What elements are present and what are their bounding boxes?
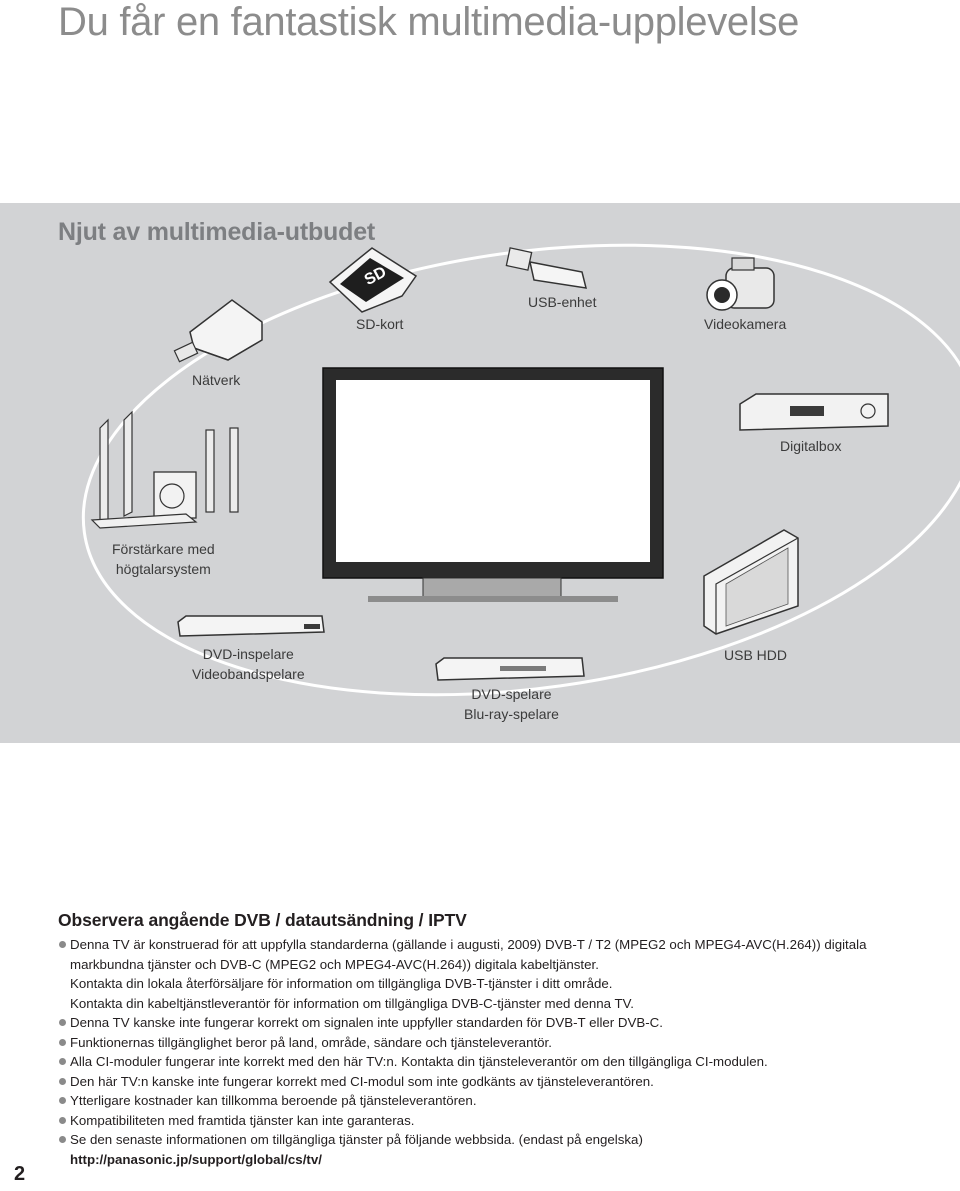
- dvd-recorder-icon: [178, 616, 324, 636]
- label-amplifier-line2: högtalarsystem: [115, 561, 211, 577]
- note-item: Denna TV kanske inte fungerar korrekt om signalen inte uppfyller standarden för DVB-T eller DVB-C.: [58, 1013, 938, 1033]
- notes-heading: Observera angående DVB / datautsändning / IPTV: [58, 910, 467, 930]
- tv-icon: [323, 368, 663, 602]
- label-usb-device: USB-enhet: [528, 294, 597, 310]
- label-dvd-player-line2: Blu-ray-spelare: [464, 706, 559, 722]
- page-number: 2: [14, 1163, 26, 1185]
- notes-list: [58, 935, 938, 1169]
- svg-text:SD: SD: [361, 263, 390, 290]
- note-subitem: Kontakta din lokala återförsäljare för information om tillgängliga DVB-T-tjänster i ditt område.: [70, 976, 613, 991]
- note-item: Funktionernas tillgänglighet beror på land, område, sändare och tjänsteleverantör.: [58, 1033, 938, 1053]
- label-dvd-player: [464, 684, 559, 724]
- sd-card-icon: [330, 248, 416, 312]
- note-subitem: Kontakta din kabeltjänstleverantör för information om tillgängliga DVB-C-tjänster med denna TV.: [70, 995, 634, 1011]
- dvb-notes: [58, 910, 938, 1169]
- note-item: Ytterligare kostnader kan tillkomma beroende på tjänsteleverantören.: [58, 1091, 938, 1111]
- note-item: Denna TV är konstruerad för att uppfylla standarderna (gällande i augusti, 2009) DVB-T / T2 (MPEG2 och MPEG4-AVC(H.264)) digitala markbundna tjänster och DVB-C (MPEG2 och MPEG4-AVC(H.264)) digitala kabeltjänster.: [58, 935, 938, 974]
- usb-hdd-icon: [704, 530, 798, 634]
- note-item: Den här TV:n kanske inte fungerar korrekt med CI-modul som inte godkänts av tjänsteleverantören.: [58, 1072, 938, 1092]
- set-top-box-icon: [740, 394, 888, 430]
- note-item: Alla CI-moduler fungerar inte korrekt med den här TV:n. Kontakta din tjänsteleverantör om den tillgängliga CI-modulen.: [58, 1052, 938, 1072]
- speaker-system-icon: [92, 412, 238, 528]
- camcorder-icon: [707, 258, 774, 310]
- dvd-player-icon: [436, 658, 584, 680]
- network-adapter-icon: [174, 300, 262, 362]
- label-dvd-recorder: [192, 644, 305, 684]
- label-camcorder: Videokamera: [704, 316, 787, 332]
- label-amplifier: [112, 539, 215, 579]
- label-usb-hdd: USB HDD: [724, 647, 788, 663]
- note-item: Se den senaste informationen om tillgängliga tjänster på följande webbsida. (endast på engelska): [58, 1130, 938, 1150]
- panel-heading: Njut av multimedia-utbudet: [58, 218, 376, 246]
- label-amplifier-line1: Förstärkare med: [112, 541, 215, 557]
- support-url[interactable]: http://panasonic.jp/support/global/cs/tv/: [70, 1151, 322, 1167]
- label-dvd-player-line1: DVD-spelare: [471, 686, 552, 702]
- page-title: Du får en fantastisk multimedia-upplevelse: [58, 0, 800, 44]
- label-sd-card: SD-kort: [356, 316, 404, 332]
- label-dvd-recorder-line1: DVD-inspelare: [202, 646, 294, 662]
- note-item: Kompatibiliteten med framtida tjänster kan inte garanteras.: [58, 1111, 938, 1131]
- usb-stick-icon: [506, 248, 586, 288]
- label-dvd-recorder-line2: Videobandspelare: [192, 666, 305, 682]
- label-network: Nätverk: [192, 372, 241, 388]
- label-set-top-box: Digitalbox: [780, 438, 842, 454]
